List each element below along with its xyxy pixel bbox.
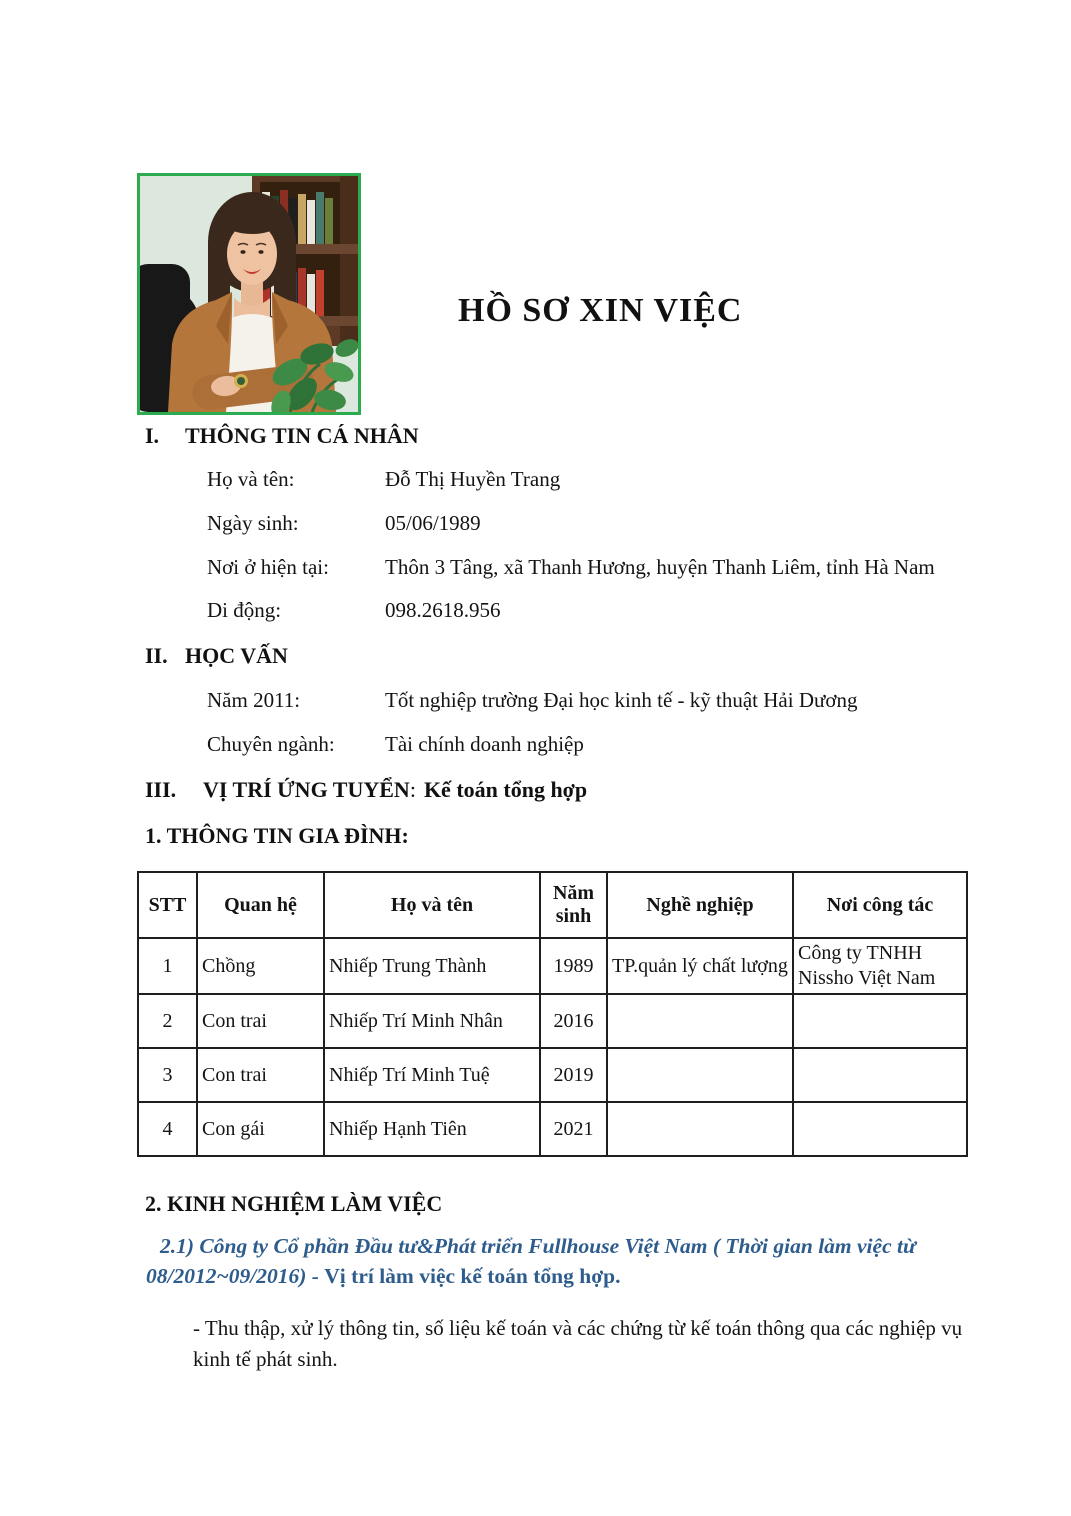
table-cell: 2019 — [540, 1048, 607, 1102]
table-cell — [793, 1102, 967, 1156]
experience-section-heading: 2. KINH NGHIỆM LÀM VIỆC — [145, 1191, 443, 1216]
table-row — [138, 938, 967, 994]
table-cell — [793, 1048, 967, 1102]
section-heading-position — [145, 777, 587, 803]
field-value: Thôn 3 Tâng, xã Thanh Hương, huyện Thanh Liêm, tỉnh Hà Nam — [385, 555, 935, 579]
table-row — [138, 1102, 967, 1156]
field-label: Ngày sinh: — [207, 511, 299, 535]
company-line-1: 2.1) Công ty Cổ phần Đầu tư&Phát triển Fullhouse Việt Nam ( Thời gian làm việc từ — [160, 1234, 916, 1258]
section-heading-personal — [145, 423, 419, 449]
table-row — [138, 994, 967, 1048]
table-cell: Con trai — [197, 1048, 324, 1102]
table-header-cell: Nơi công tác — [793, 872, 967, 938]
table-cell: 2021 — [540, 1102, 607, 1156]
field-value: 098.2618.956 — [385, 598, 501, 622]
table-header-cell: Năm sinh — [540, 872, 607, 938]
table-cell: Nhiếp Trí Minh Tuệ — [324, 1048, 540, 1102]
field-row-address — [207, 555, 935, 580]
section-title: VỊ TRÍ ỨNG TUYỂN — [203, 777, 410, 802]
document-title: HỒ SƠ XIN VIỆC — [458, 292, 743, 329]
company-line-2: 08/2012~09/2016) - — [146, 1264, 325, 1288]
field-label: Nơi ở hiện tại: — [207, 555, 329, 579]
table-header-row — [138, 872, 967, 938]
table-cell: 2016 — [540, 994, 607, 1048]
section-title: THÔNG TIN CÁ NHÂN — [185, 423, 419, 448]
table-cell: Chồng — [197, 938, 324, 994]
table-cell: 2 — [138, 994, 197, 1048]
table-cell: 4 — [138, 1102, 197, 1156]
family-table — [137, 871, 968, 1157]
applicant-photo-illustration — [140, 176, 358, 412]
family-section-heading: 1. THÔNG TIN GIA ĐÌNH: — [145, 823, 409, 848]
section-numeral: II. — [145, 643, 168, 668]
job-duty-item: - Thu thập, xử lý thông tin, số liệu kế toán và các chứng từ kế toán thông qua các nghiệp vụ kinh tế phát sinh. — [193, 1316, 963, 1371]
field-row-full-name — [207, 467, 560, 492]
field-row-graduation — [207, 688, 857, 713]
table-cell — [607, 1102, 793, 1156]
applicant-photo — [137, 173, 361, 415]
section-numeral: III. — [145, 777, 177, 802]
section-heading-education — [145, 643, 288, 669]
field-label: Họ và tên: — [207, 467, 295, 491]
field-label: Chuyên ngành: — [207, 732, 335, 756]
table-header-cell: Quan hệ — [197, 872, 324, 938]
table-cell — [607, 1048, 793, 1102]
table-cell — [793, 994, 967, 1048]
table-cell: Nhiếp Hạnh Tiên — [324, 1102, 540, 1156]
field-value: Tài chính doanh nghiệp — [385, 732, 584, 756]
field-row-birth-date — [207, 511, 481, 536]
field-row-major — [207, 732, 584, 757]
section-separator: : — [409, 777, 416, 802]
table-cell: Con gái — [197, 1102, 324, 1156]
table-cell: Nhiếp Trung Thành — [324, 938, 540, 994]
field-label: Di động: — [207, 598, 282, 622]
field-label: Năm 2011: — [207, 688, 301, 712]
table-cell: Con trai — [197, 994, 324, 1048]
field-value: 05/06/1989 — [385, 511, 481, 535]
table-header-cell: Họ và tên — [324, 872, 540, 938]
section-numeral: I. — [145, 423, 160, 448]
field-value: Tốt nghiệp trường Đại học kinh tế - kỹ thuật Hải Dương — [385, 688, 858, 712]
table-header-cell: Nghề nghiệp — [607, 872, 793, 938]
experience-job-1 — [146, 1231, 966, 1291]
table-header-cell: STT — [138, 872, 197, 938]
field-row-mobile — [207, 598, 501, 623]
table-cell: 1 — [138, 938, 197, 994]
table-cell: 3 — [138, 1048, 197, 1102]
table-cell: Công ty TNHH Nissho Việt Nam — [793, 938, 967, 994]
table-cell: Nhiếp Trí Minh Nhân — [324, 994, 540, 1048]
table-cell — [607, 994, 793, 1048]
table-cell: TP.quản lý chất lượng — [607, 938, 793, 994]
applied-position-value: Kế toán tổng hợp — [423, 777, 588, 802]
job-position: Vị trí làm việc kế toán tổng hợp. — [324, 1264, 621, 1288]
table-row — [138, 1048, 967, 1102]
section-title: HỌC VẤN — [185, 643, 288, 668]
table-cell: 1989 — [540, 938, 607, 994]
field-value: Đỗ Thị Huyền Trang — [385, 467, 561, 491]
